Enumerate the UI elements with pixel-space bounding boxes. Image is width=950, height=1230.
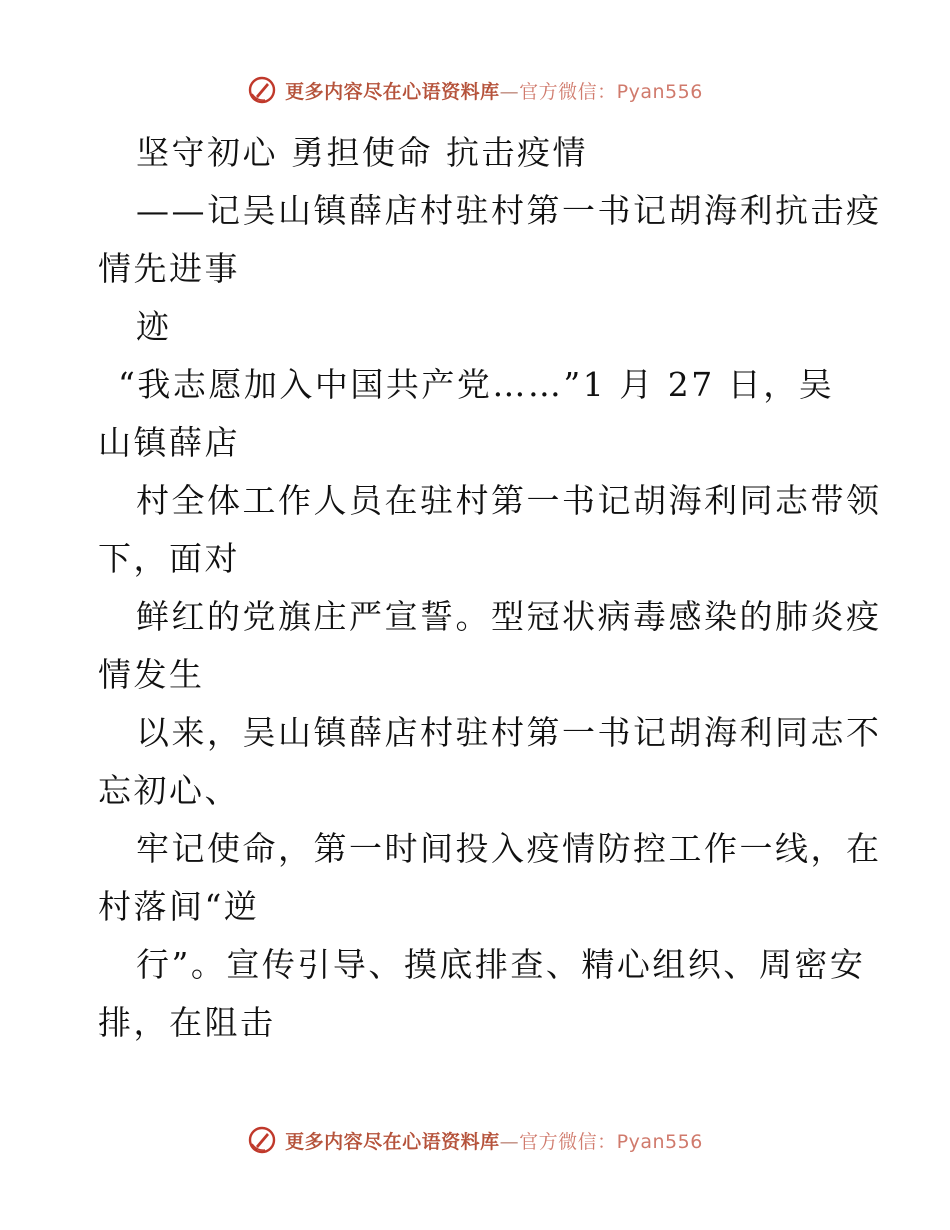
watermark-site: 更多内容尽在心语资料库 [285,80,500,103]
text-line: 行”。宣传引导、摸底排查、精心组织、周密安 [136,945,866,984]
document-title: 坚守初心 勇担使命 抗击疫情 [136,133,588,172]
watermark-text [285,1127,703,1154]
red-quill-logo-icon [247,1125,277,1155]
text-line: 牢记使命，第一时间投入疫情防控工作一线，在 [136,829,882,868]
document-subtitle: ——记吴山镇薛店村驻村第一书记胡海利抗击疫 [136,191,882,230]
text-line: 鲜红的党旗庄严宣誓。型冠状病毒感染的肺炎疫 [136,597,882,636]
watermark-wechat: 官方微信：Pyan556 [519,80,703,103]
text-line: 迹 [136,307,172,346]
text-line: 下，面对 [98,539,240,578]
text-line: 以来，吴山镇薛店村驻村第一书记胡海利同志不 [136,713,882,752]
text-line: 排，在阻击 [98,1003,276,1042]
watermark-site: 更多内容尽在心语资料库 [285,1130,500,1153]
watermark-separator: — [499,1130,520,1153]
header-watermark [0,70,950,110]
red-quill-logo-icon [247,75,277,105]
text-line: 山镇薛店 [98,423,240,462]
watermark-text [285,77,703,104]
footer-watermark [0,1120,950,1160]
text-line: “我志愿加入中国共产党……”1 月 27 日，吴 [118,365,835,404]
document-body [98,124,882,1052]
watermark-separator: — [499,80,520,103]
text-line: 村全体工作人员在驻村第一书记胡海利同志带领 [136,481,882,520]
text-line: 忘初心、 [98,771,240,810]
text-line: 村落间“逆 [98,887,260,926]
text-line: 情先进事 [98,249,240,288]
text-line: 情发生 [98,655,205,694]
watermark-wechat: 官方微信：Pyan556 [519,1130,703,1153]
